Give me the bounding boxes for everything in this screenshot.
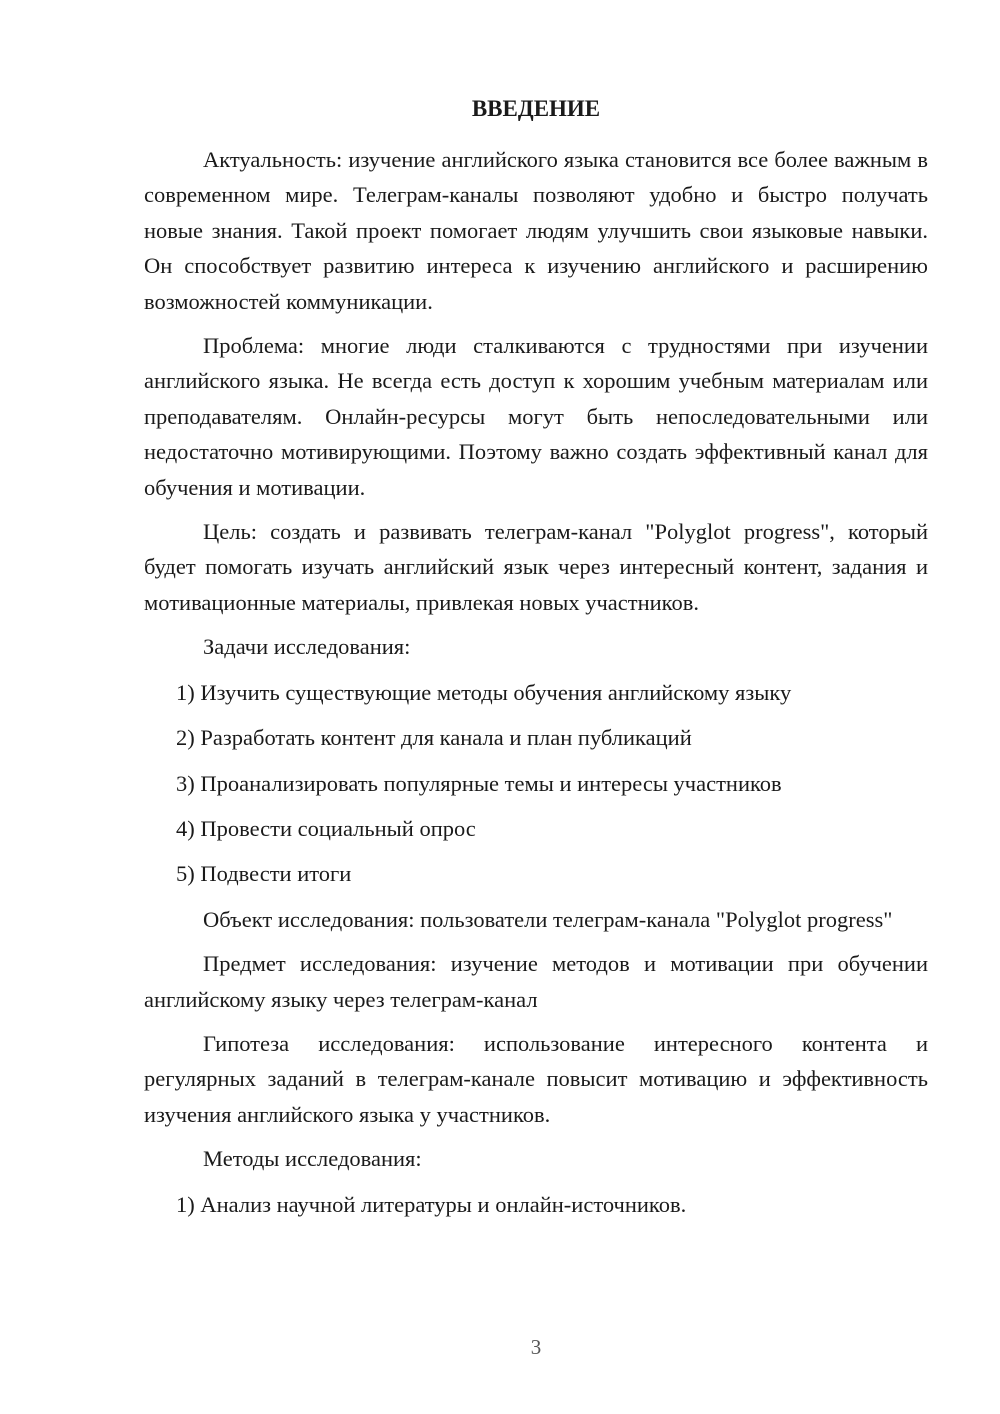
goal-paragraph: Цель: создать и развивать телеграм-канал "Polyglot progress", который будет помогать изучать английский язык через интересный контент, задания и мотивационные материалы, привлекая новых участников.: [144, 519, 928, 615]
tasks-heading: Задачи исследования:: [203, 634, 411, 660]
subject-paragraph: Предмет исследования: изучение методов и мотивации при обучении английскому языку через телеграм-канал: [144, 951, 928, 1012]
task-item: 5) Подвести итоги: [176, 861, 352, 887]
method-item: 1) Анализ научной литературы и онлайн-источников.: [176, 1191, 687, 1217]
page-number: 3: [530, 1335, 542, 1359]
methods-heading: Методы исследования:: [203, 1146, 422, 1172]
page-title: ВВЕДЕНИЕ: [471, 96, 601, 121]
problem-paragraph: Проблема: многие люди сталкиваются с трудностями при изучении английского языка. Не всегда есть доступ к хорошим учебным материалам или преподавателям. Онлайн-ресурсы могут быть непоследовательными или недостаточно мотивирующими. Поэтому важно создать эффективный канал для обучения и мотивации.: [144, 333, 928, 500]
task-item: 2) Разработать контент для канала и план публикаций: [176, 725, 692, 751]
task-item: 3) Проанализировать популярные темы и интересы участников: [176, 770, 782, 796]
page-content: [144, 94, 928, 1232]
relevance-paragraph: Актуальность: изучение английского языка становится все более важным в современном мире. Телеграм-каналы позволяют удобно и быстро получать новые знания. Такой проект помогает людям улучшить свои языковые навыки. Он способствует развитию интереса к изучению английского и расширению возможностей коммуникации.: [144, 147, 928, 314]
task-item: 4) Провести социальный опрос: [176, 815, 476, 841]
hypothesis-paragraph: Гипотеза исследования: использование интересного контента и регулярных заданий в телеграм-канале повысит мотивацию и эффективность изучения английского языка у участников.: [144, 1030, 928, 1127]
object-paragraph: Объект исследования: пользователи телеграм-канала "Polyglot progress": [203, 906, 893, 932]
task-item: 1) Изучить существующие методы обучения английскому языку: [176, 679, 792, 705]
